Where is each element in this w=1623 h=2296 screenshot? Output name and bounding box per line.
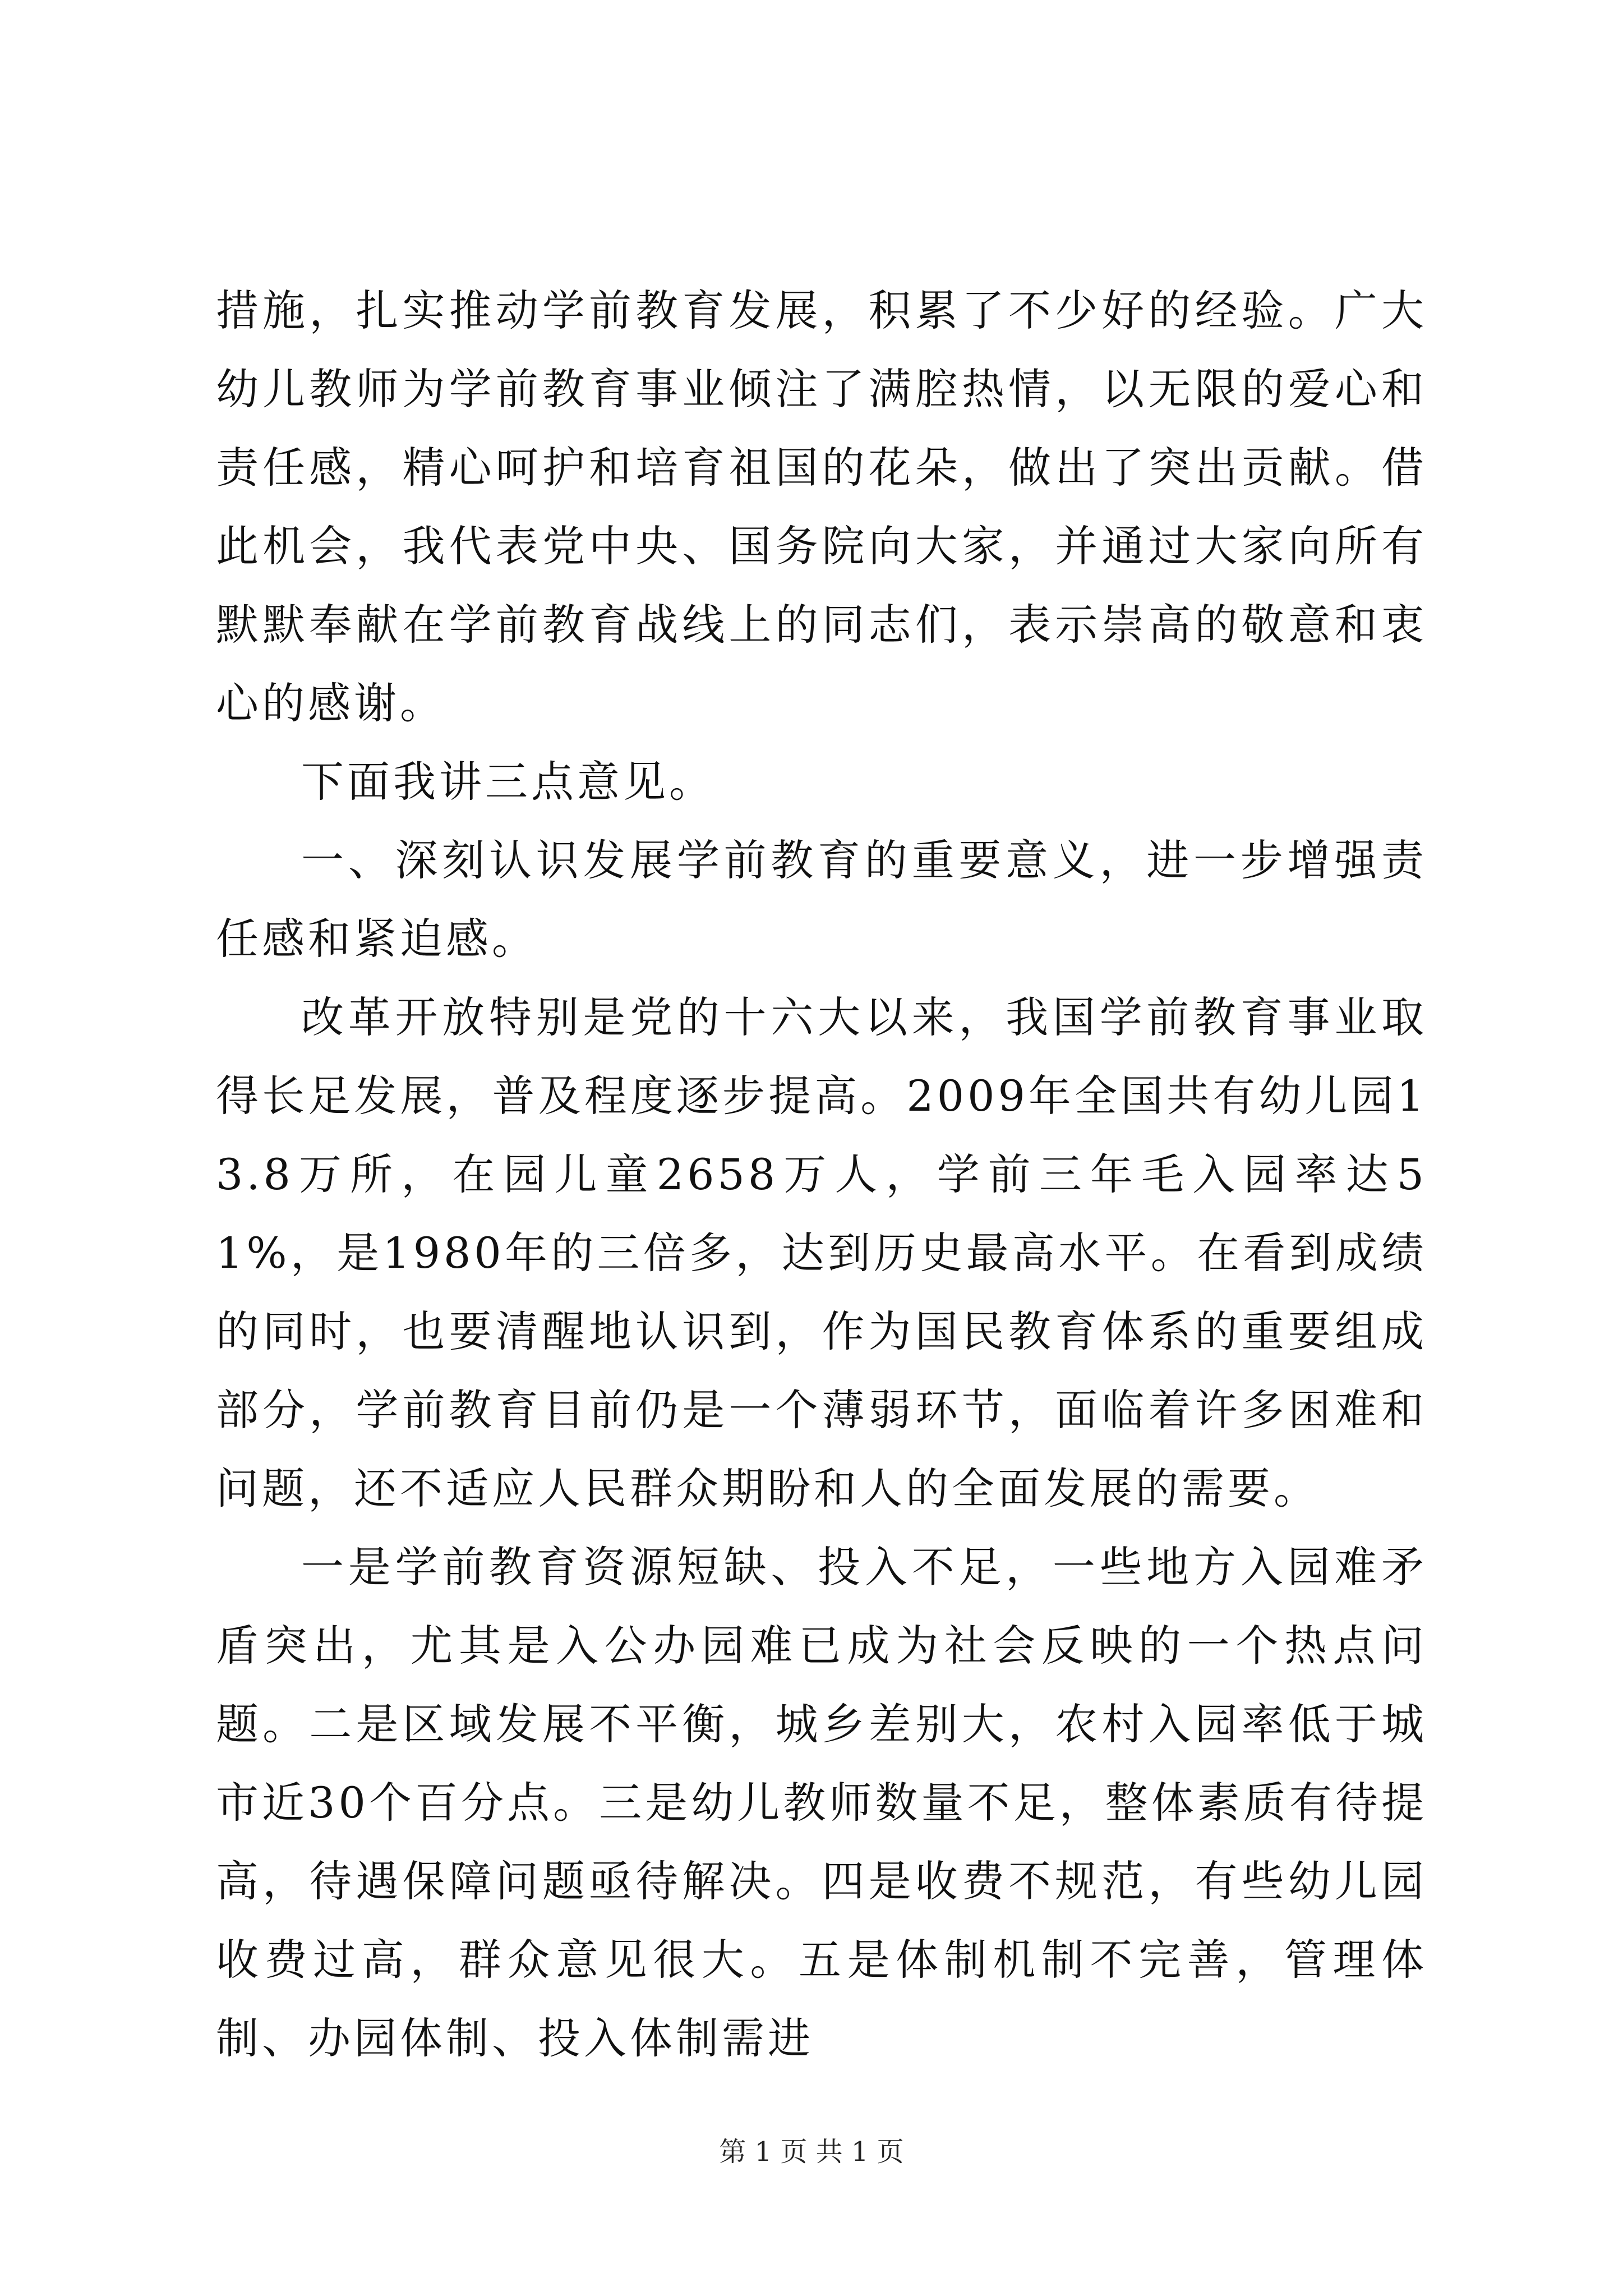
paragraph-2: 下面我讲三点意见。 (301, 757, 715, 807)
section-heading-1: 一、深刻认识发展学前教育的重要意义，进一步增强责任感和紧迫感。 (216, 835, 1427, 964)
document-body (216, 272, 1427, 2078)
paragraph-1: 措施，扎实推动学前教育发展，积累了不少好的经验。广大幼儿教师为学前教育事业倾注了满腔热情，以无限的爱心和责任感，精心呵护和培育祖国的花朵，做出了突出贡献。借此机会，我代表党中央、国务院向大家，并通过大家向所有默默奉献在学前教育战线上的同志们，表示崇高的敬意和衷心的感谢。 (216, 286, 1427, 728)
page-footer: 第 1 页 共 1 页 (719, 2136, 904, 2168)
paragraph-4: 一是学前教育资源短缺、投入不足，一些地方入园难矛盾突出，尤其是入公办园难已成为社会反映的一个热点问题。二是区域发展不平衡，城乡差别大，农村入园率低于城市近30个百分点。三是幼儿教师数量不足，整体素质有待提高，待遇保障问题亟待解决。四是收费不规范，有些幼儿园收费过高，群众意见很大。五是体制机制不完善，管理体制、办园体制、投入体制需进 (216, 1542, 1427, 2063)
paragraph-3: 改革开放特别是党的十六大以来，我国学前教育事业取得长足发展，普及程度逐步提高。2009年全国共有幼儿园13.8万所，在园儿童2658万人，学前三年毛入园率达51%，是1980年的三倍多，达到历史最高水平。在看到成绩的同时，也要清醒地认识到，作为国民教育体系的重要组成部分，学前教育目前仍是一个薄弱环节，面临着许多困难和问题，还不适应人民群众期盼和人的全面发展的需要。 (216, 992, 1427, 1513)
